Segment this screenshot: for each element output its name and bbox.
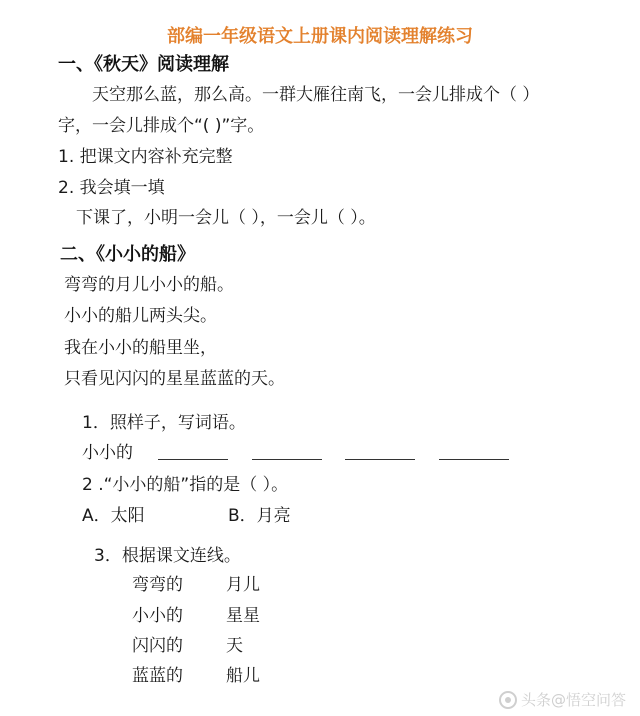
answer-blank bbox=[252, 445, 322, 460]
s2-question-1: 1．照样子，写词语。 bbox=[82, 413, 246, 433]
s2-q1-prefix: 小小的 bbox=[82, 443, 133, 463]
poem-line: 我在小小的船里坐， bbox=[64, 338, 217, 358]
match-left-item: 弯弯的 bbox=[132, 575, 183, 595]
option-b: B．月亮 bbox=[228, 506, 291, 526]
section1-heading: 一、《秋天》阅读理解 bbox=[58, 54, 229, 75]
match-left-item: 闪闪的 bbox=[132, 636, 183, 656]
match-right-item: 船儿 bbox=[226, 666, 260, 686]
watermark bbox=[499, 689, 626, 710]
match-right-item: 星星 bbox=[226, 606, 260, 626]
wukong-logo-icon bbox=[499, 691, 517, 709]
poem-line: 只看见闪闪的星星蓝蓝的天。 bbox=[64, 369, 285, 389]
s2-question-2: 2 .“小小的船”指的是（ ）。 bbox=[82, 475, 289, 495]
passage-line-1: 天空那么蓝，那么高。一群大雁往南飞，一会儿排成个（ ） bbox=[92, 85, 540, 105]
question-2-fill-line: 下课了，小明一会儿（ ），一会儿（ ）。 bbox=[76, 208, 376, 228]
match-right-item: 月儿 bbox=[226, 575, 260, 595]
s2-question-3: 3．根据课文连线。 bbox=[94, 546, 241, 566]
watermark-text: 头条@悟空问答 bbox=[520, 691, 626, 709]
question-1: 1. 把课文内容补充完整 bbox=[58, 147, 233, 167]
answer-blank bbox=[158, 445, 228, 460]
match-left-item: 小小的 bbox=[132, 606, 183, 626]
option-a: A．太阳 bbox=[82, 506, 145, 526]
poem-line: 弯弯的月儿小小的船。 bbox=[64, 275, 234, 295]
passage-line-2: 字，一会儿排成个“( )”字。 bbox=[58, 116, 265, 136]
match-left-item: 蓝蓝的 bbox=[132, 666, 183, 686]
match-right-item: 天 bbox=[226, 636, 243, 656]
section2-heading: 二、《小小的船》 bbox=[60, 244, 195, 265]
poem-line: 小小的船儿两头尖。 bbox=[64, 306, 217, 326]
answer-blank bbox=[345, 445, 415, 460]
s2-question-1-line bbox=[82, 438, 509, 463]
question-2: 2. 我会填一填 bbox=[58, 178, 165, 198]
page-title: 部编一年级语文上册课内阅读理解练习 bbox=[167, 26, 473, 47]
answer-blank bbox=[439, 445, 509, 460]
